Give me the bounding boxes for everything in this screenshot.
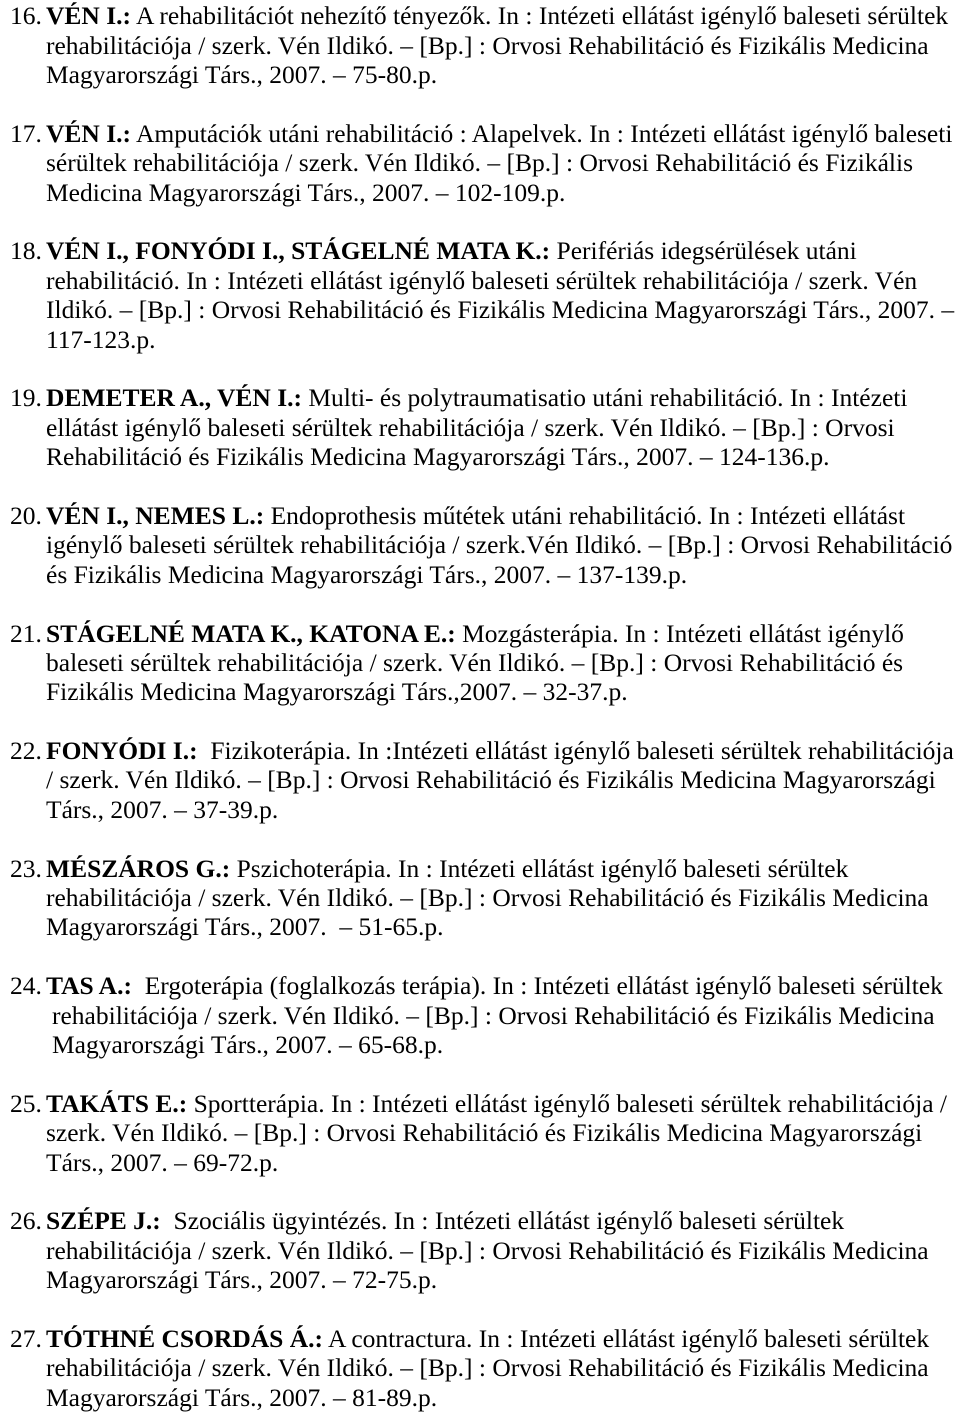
reference-number: 16. bbox=[10, 1, 42, 31]
reference-entry bbox=[0, 854, 960, 942]
reference-number: 19. bbox=[10, 383, 42, 413]
reference-text: szerk. Vén Ildikó. – [Bp.] : Orvosi Rehabilitáció és Fizikális Medicina Magyarországi bbox=[46, 1118, 923, 1148]
reference-line bbox=[46, 295, 958, 324]
reference-text: Magyarországi Társ., 2007. – 72-75.p. bbox=[46, 1265, 438, 1295]
reference-line bbox=[52, 1030, 958, 1059]
reference-line bbox=[46, 648, 958, 677]
reference-text: rehabilitációja / szerk. Vén Ildikó. – [Bp.] : Orvosi Rehabilitáció és Fizikális Medicina bbox=[46, 1235, 929, 1265]
reference-line bbox=[46, 883, 958, 912]
reference-line bbox=[46, 413, 958, 442]
reference-entry bbox=[0, 119, 960, 207]
reference-entry bbox=[0, 1089, 960, 1177]
reference-line bbox=[46, 765, 958, 794]
reference-line bbox=[46, 119, 958, 148]
reference-line bbox=[46, 236, 958, 265]
reference-line bbox=[46, 383, 958, 412]
reference-line bbox=[46, 325, 958, 354]
reference-line bbox=[46, 1353, 958, 1382]
reference-text: Medicina Magyarországi Társ., 2007. – 102-109.p. bbox=[46, 177, 566, 207]
reference-line bbox=[46, 1089, 958, 1118]
reference-text: rehabilitációja / szerk. Vén Ildikó. – [Bp.] : Orvosi Rehabilitáció és Fizikális Medicina bbox=[46, 1353, 929, 1383]
reference-line bbox=[46, 854, 958, 883]
reference-authors: STÁGELNÉ MATA K., KATONA E.: bbox=[46, 618, 456, 648]
reference-line bbox=[46, 971, 958, 1000]
reference-entry bbox=[0, 736, 960, 824]
reference-text: Magyarországi Társ., 2007. – 51-65.p. bbox=[46, 912, 444, 942]
reference-text: rehabilitációja / szerk. Vén Ildikó. – [Bp.] : Orvosi Rehabilitáció és Fizikális Medicina bbox=[46, 883, 929, 913]
reference-text: ellátást igénylő baleseti sérültek rehabilitációja / szerk. Vén Ildikó. – [Bp.] : Orvosi bbox=[46, 412, 895, 442]
reference-line bbox=[46, 619, 958, 648]
reference-line bbox=[46, 31, 958, 60]
reference-number: 26. bbox=[10, 1206, 42, 1236]
reference-entry bbox=[0, 501, 960, 589]
reference-text: Pszichoterápia. In : Intézeti ellátást igénylő baleseti sérültek bbox=[230, 853, 849, 883]
reference-line bbox=[46, 1324, 958, 1353]
reference-entry bbox=[0, 971, 960, 1059]
reference-text: Társ., 2007. – 37-39.p. bbox=[46, 794, 279, 824]
reference-text: Ergoterápia (foglalkozás terápia). In : Intézeti ellátást igénylő baleseti sérültek bbox=[131, 971, 943, 1001]
reference-authors: TÓTHNÉ CSORDÁS Á.: bbox=[46, 1323, 324, 1353]
reference-line bbox=[52, 1001, 958, 1030]
reference-line bbox=[46, 1383, 958, 1412]
reference-text: rehabilitációja / szerk. Vén Ildikó. – [Bp.] : Orvosi Rehabilitáció és Fizikális Medicina bbox=[52, 1000, 935, 1030]
reference-number: 24. bbox=[10, 971, 42, 1001]
reference-authors: MÉSZÁROS G.: bbox=[46, 853, 231, 883]
reference-text: Endoprothesis műtétek utáni rehabilitáció. In : Intézeti ellátást bbox=[264, 500, 906, 530]
reference-text: Társ., 2007. – 69-72.p. bbox=[46, 1147, 279, 1177]
reference-authors: TAKÁTS E.: bbox=[46, 1088, 188, 1118]
reference-line bbox=[46, 501, 958, 530]
reference-text: Rehabilitáció és Fizikális Medicina Magyarországi Társ., 2007. – 124-136.p. bbox=[46, 442, 830, 472]
reference-line bbox=[46, 560, 958, 589]
reference-line bbox=[46, 1118, 958, 1147]
reference-text: Sportterápia. In : Intézeti ellátást igénylő baleseti sérültek rehabilitációja / bbox=[187, 1088, 947, 1118]
reference-text: Mozgásterápia. In : Intézeti ellátást igénylő bbox=[455, 618, 904, 648]
reference-authors: DEMETER A., VÉN I.: bbox=[46, 383, 302, 413]
reference-text: baleseti sérültek rehabilitációja / szerk. Vén Ildikó. – [Bp.] : Orvosi Rehabilitáció és bbox=[46, 647, 904, 677]
reference-number: 27. bbox=[10, 1323, 42, 1353]
reference-line bbox=[46, 736, 958, 765]
reference-number: 21. bbox=[10, 618, 42, 648]
reference-authors: TAS A.: bbox=[46, 971, 132, 1001]
reference-text: / szerk. Vén Ildikó. – [Bp.] : Orvosi Rehabilitáció és Fizikális Medicina Magyarországi bbox=[46, 765, 936, 795]
reference-line bbox=[46, 1, 958, 30]
reference-text: 117-123.p. bbox=[46, 324, 156, 354]
reference-entry bbox=[0, 1, 960, 89]
reference-entry bbox=[0, 1206, 960, 1294]
reference-line bbox=[46, 1148, 958, 1177]
reference-line bbox=[46, 1206, 958, 1235]
reference-line bbox=[46, 912, 958, 941]
reference-line bbox=[46, 1236, 958, 1265]
reference-entry bbox=[0, 619, 960, 707]
reference-text: és Fizikális Medicina Magyarországi Társ., 2007. – 137-139.p. bbox=[46, 559, 688, 589]
reference-entry bbox=[0, 236, 960, 354]
reference-text: rehabilitációja / szerk. Vén Ildikó. – [Bp.] : Orvosi Rehabilitáció és Fizikális Medicina bbox=[46, 30, 929, 60]
reference-text: Ildikó. – [Bp.] : Orvosi Rehabilitáció és Fizikális Medicina Magyarországi Társ., 2007. – bbox=[46, 295, 955, 325]
reference-authors: FONYÓDI I.: bbox=[46, 736, 198, 766]
reference-number: 23. bbox=[10, 853, 42, 883]
reference-line bbox=[46, 677, 958, 706]
reference-text: Magyarországi Társ., 2007. – 75-80.p. bbox=[46, 60, 438, 90]
reference-number: 18. bbox=[10, 236, 42, 266]
reference-list bbox=[0, 1, 960, 1412]
reference-line bbox=[46, 266, 958, 295]
reference-text: Perifériás idegsérülések utáni bbox=[550, 236, 857, 266]
reference-text: Magyarországi Társ., 2007. – 65-68.p. bbox=[52, 1029, 444, 1059]
reference-number: 17. bbox=[10, 118, 42, 148]
reference-text: Szociális ügyintézés. In : Intézeti ellátást igénylő baleseti sérültek bbox=[160, 1206, 845, 1236]
reference-entry bbox=[0, 383, 960, 471]
reference-text: igénylő baleseti sérültek rehabilitációja / szerk.Vén Ildikó. – [Bp.] : Orvosi Rehabilitáció bbox=[46, 530, 953, 560]
reference-text: A contractura. In : Intézeti ellátást igénylő baleseti sérültek bbox=[323, 1323, 930, 1353]
reference-entry bbox=[0, 1324, 960, 1412]
reference-number: 20. bbox=[10, 500, 42, 530]
reference-line bbox=[46, 178, 958, 207]
reference-text: rehabilitáció. In : Intézeti ellátást igénylő baleseti sérültek rehabilitációja / szerk. Vén bbox=[46, 265, 918, 295]
reference-line bbox=[46, 442, 958, 471]
reference-text: Fizikális Medicina Magyarországi Társ.,2007. – 32-37.p. bbox=[46, 677, 628, 707]
reference-authors: VÉN I.: bbox=[46, 1, 132, 31]
reference-number: 25. bbox=[10, 1088, 42, 1118]
reference-text: Amputációk utáni rehabilitáció : Alapelvek. In : Intézeti ellátást igénylő baleseti bbox=[131, 118, 953, 148]
reference-text: A rehabilitációt nehezítő tényezők. In : Intézeti ellátást igénylő baleseti sérültek bbox=[131, 1, 949, 31]
reference-authors: VÉN I.: bbox=[46, 118, 132, 148]
reference-text: Magyarországi Társ., 2007. – 81-89.p. bbox=[46, 1382, 438, 1412]
reference-text: sérültek rehabilitációja / szerk. Vén Ildikó. – [Bp.] : Orvosi Rehabilitáció és Fizikális bbox=[46, 148, 914, 178]
reference-text: Fizikoterápia. In :Intézeti ellátást igénylő baleseti sérültek rehabilitációja bbox=[197, 736, 954, 766]
reference-line bbox=[46, 795, 958, 824]
reference-authors: SZÉPE J.: bbox=[46, 1206, 161, 1236]
reference-authors: VÉN I., FONYÓDI I., STÁGELNÉ MATA K.: bbox=[46, 236, 551, 266]
reference-line bbox=[46, 530, 958, 559]
reference-number: 22. bbox=[10, 736, 42, 766]
reference-line bbox=[46, 1265, 958, 1294]
reference-line bbox=[46, 60, 958, 89]
reference-authors: VÉN I., NEMES L.: bbox=[46, 500, 265, 530]
reference-line bbox=[46, 148, 958, 177]
reference-text: Multi- és polytraumatisatio utáni rehabilitáció. In : Intézeti bbox=[301, 383, 908, 413]
